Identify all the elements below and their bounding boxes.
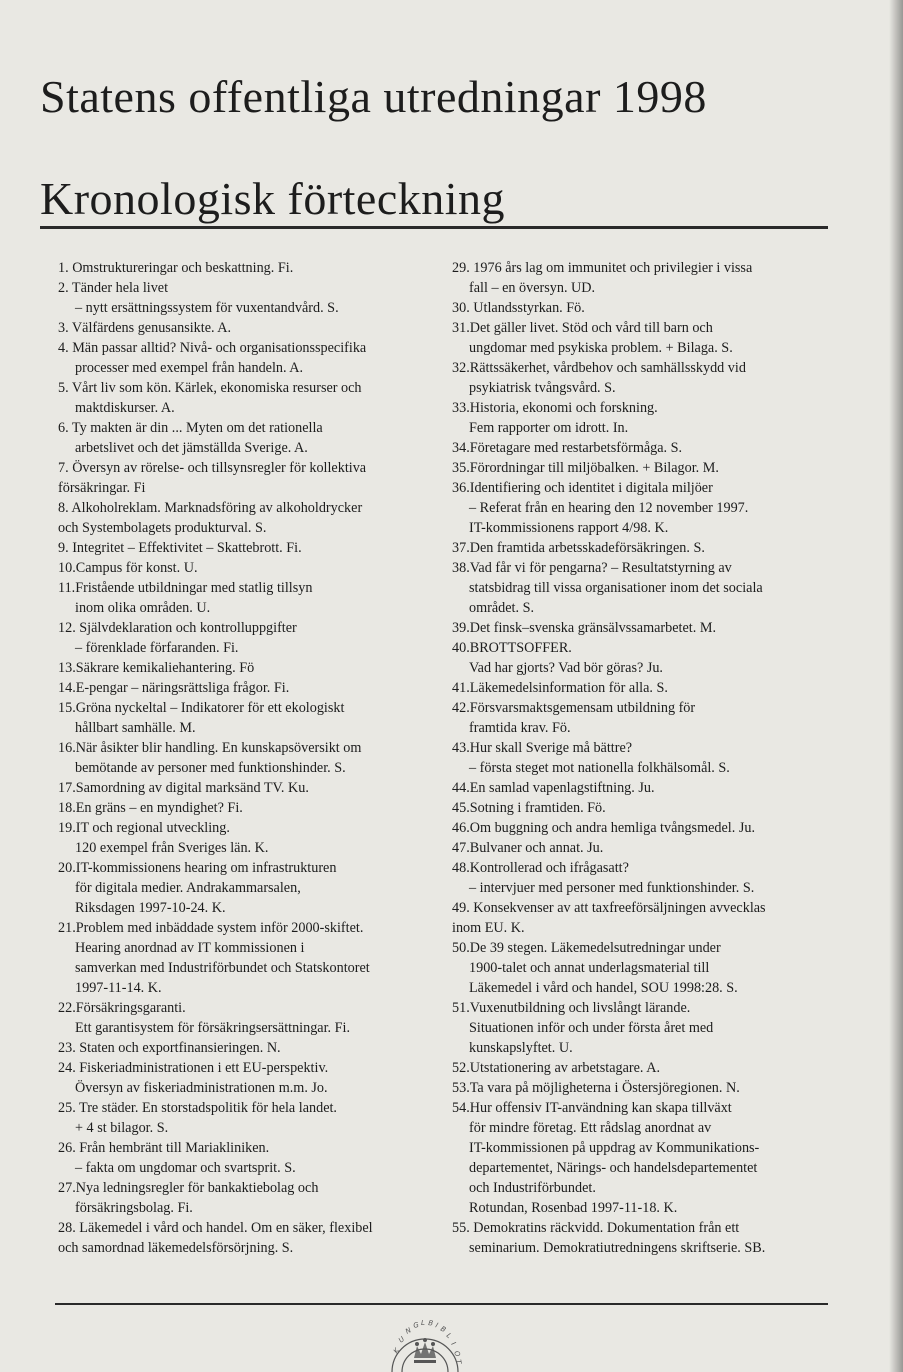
publication-entry [452,558,827,618]
crown-seal-icon [384,1308,466,1372]
entry-line: 1. Omstruktureringar och beskattning. Fi. [58,260,294,276]
entry-line: 14.E-pengar – näringsrättsliga frågor. Fi. [58,680,290,696]
publication-entry [58,278,433,318]
publication-entry [58,1038,433,1058]
entry-line: 120 exempel från Sveriges län. K. [75,840,269,856]
bottom-divider [55,1303,828,1305]
entry-line: 36.Identifiering och identitet i digitala miljöer [452,480,713,496]
publication-entry [58,778,433,798]
publication-entry [58,1218,433,1258]
publication-entry [452,1098,827,1218]
entry-line: 1997-11-14. K. [75,980,162,996]
entry-line: 29. 1976 års lag om immunitet och privilegier i vissa [452,260,753,276]
entry-line: 32.Rättssäkerhet, vårdbehov och samhällsskydd vid [452,360,746,376]
entry-line: 30. Utlandsstyrkan. Fö. [452,300,585,316]
entry-line: inom olika områden. U. [75,600,211,616]
svg-text:O: O [452,1349,462,1358]
entry-line: 49. Konsekvenser av att taxfreeförsäljningen avvecklas [452,900,766,916]
entry-line: 16.När åsikter blir handling. En kunskapsöversikt om [58,740,362,756]
entry-line: inom EU. K. [452,920,525,936]
publication-entry [58,1178,433,1218]
entry-line: 18.En gräns – en myndighet? Fi. [58,800,243,816]
entry-line: 2. Tänder hela livet [58,280,169,296]
publication-entry [58,798,433,818]
entry-line: 44.En samlad vapenlagstiftning. Ju. [452,780,655,796]
entry-line: – intervjuer med personer med funktionshinder. S. [469,880,755,896]
entry-line: – förenklade förfaranden. Fi. [75,640,239,656]
publication-entry [58,538,433,558]
entry-line: 27.Nya ledningsregler för bankaktiebolag och [58,1180,319,1196]
entry-line: psykiatrisk tvångsvård. S. [469,380,616,396]
entry-line: ungdomar med psykiska problem. + Bilaga. S. [469,340,733,356]
entry-line: 6. Ty makten är din ... Myten om det rationella [58,420,323,436]
publication-entry [58,498,433,538]
entry-line: försäkringsbolag. Fi. [75,1200,193,1216]
publication-entry [452,318,827,358]
entry-line: 35.Förordningar till miljöbalken. + Bilagor. M. [452,460,719,476]
entry-line: och Industriförbundet. [469,1180,596,1196]
entry-line: Vad har gjorts? Vad bör göras? Ju. [469,660,663,676]
entry-line: 40.BROTTSOFFER. [452,640,572,656]
svg-text:U: U [397,1335,407,1345]
entry-line: för digitala medier. Andrakammarsalen, [75,880,301,896]
publication-entry [452,778,827,798]
entry-line: 17.Samordning av digital marksänd TV. Ku. [58,780,309,796]
entry-line: Hearing anordnad av IT kommissionen i [75,940,305,956]
entry-line: – första steget mot nationella folkhälsomål. S. [469,760,730,776]
entry-line: 11.Fristående utbildningar med statlig tillsyn [58,580,313,596]
publication-entry [58,818,433,858]
entry-line: 48.Kontrollerad och ifrågasatt? [452,860,629,876]
entry-line: Situationen inför och under första året med [469,1020,714,1036]
entry-line: bemötande av personer med funktionshinder. S. [75,760,346,776]
svg-text:K: K [392,1346,402,1356]
right-column-list [452,258,827,1258]
entry-line: 3. Välfärdens genusansikte. A. [58,320,232,336]
svg-text:G: G [412,1320,420,1330]
entry-line: – fakta om ungdomar och svartsprit. S. [75,1160,296,1176]
publication-entry [452,998,827,1058]
publication-entry [452,698,827,738]
entry-line: Läkemedel i vård och handel, SOU 1998:28. S. [469,980,738,996]
publication-entry [58,338,433,378]
entry-line: 5. Vårt liv som kön. Kärlek, ekonomiska resurser och [58,380,362,396]
entry-line: 9. Integritet – Effektivitet – Skattebrott. Fi. [58,540,302,556]
publication-entry [58,678,433,698]
entry-line: maktdiskurser. A. [75,400,175,416]
entry-line: 22.Försäkringsgaranti. [58,1000,186,1016]
library-seal-stamp [384,1308,466,1372]
entry-line: kunskapslyftet. U. [469,1040,573,1056]
entry-line: 26. Från hembränt till Mariakliniken. [58,1140,270,1156]
entry-line: 28. Läkemedel i vård och handel. Om en säker, flexibel [58,1220,373,1236]
left-column-list [58,258,433,1258]
publication-entry [58,658,433,678]
entry-line: 4. Män passar alltid? Nivå- och organisationsspecifika [58,340,367,356]
publication-entry [452,458,827,478]
svg-text:B: B [439,1324,448,1335]
series-title: Statens offentliga utredningar 1998 [40,71,707,122]
publication-entry [58,1138,433,1178]
publication-entry [452,898,827,938]
entry-line: 42.Försvarsmaktsgemensam utbildning för [452,700,696,716]
entry-line: departementet, Närings- och handelsdepartementet [469,1160,758,1176]
entry-line: 45.Sotning i framtiden. Fö. [452,800,606,816]
publication-entry [58,738,433,778]
entry-line: 55. Demokratins räckvidd. Dokumentation från ett [452,1220,740,1236]
publication-entry [452,638,827,678]
entry-line: Översyn av fiskeriadministrationen m.m. Jo. [75,1080,328,1096]
entry-line: 31.Det gäller livet. Stöd och vård till barn och [452,320,713,336]
publication-entry [58,1058,433,1098]
publication-entry [58,698,433,738]
publication-entry [58,618,433,658]
entry-line: fall – en översyn. UD. [469,280,596,296]
publication-entry [452,818,827,838]
entry-line: arbetslivet och det jämställda Sverige. A. [75,440,308,456]
entry-line: 37.Den framtida arbetsskadeförsäkringen. S. [452,540,705,556]
publication-entry [58,258,433,278]
publication-entry [452,858,827,898]
top-divider [40,226,828,229]
publication-entry [58,998,433,1038]
entry-line: området. S. [469,600,535,616]
entry-line: 15.Gröna nyckeltal – Indikatorer för ett ekologiskt [58,700,345,716]
section-title: Kronologisk förteckning [40,173,506,224]
svg-text:N: N [404,1326,413,1336]
entry-line: – nytt ersättningssystem för vuxentandvård. S. [75,300,339,316]
svg-text:I: I [434,1321,440,1330]
entry-line: 38.Vad får vi för pengarna? – Resultatstyrning av [452,560,732,576]
entry-line: 13.Säkrare kemikaliehantering. Fö [58,660,255,676]
entry-line: och samordnad läkemedelsförsörjning. S. [58,1240,294,1256]
entry-line: 52.Utstationering av arbetstagare. A. [452,1060,661,1076]
entry-line: 7. Översyn av rörelse- och tillsynsregler för kollektiva [58,460,367,476]
publication-entry [58,1098,433,1138]
entry-line: 24. Fiskeriadministrationen i ett EU-perspektiv. [58,1060,329,1076]
svg-text:B: B [427,1319,434,1328]
entry-line: 33.Historia, ekonomi och forskning. [452,400,658,416]
entry-line: samverkan med Industriförbundet och Statskontoret [75,960,370,976]
svg-text:T: T [454,1358,463,1365]
publication-entry [58,858,433,918]
entry-line: 12. Självdeklaration och kontrolluppgifter [58,620,297,636]
entry-line: 21.Problem med inbäddade system inför 2000-skiftet. [58,920,364,936]
entry-line: 34.Företagare med restarbetsförmåga. S. [452,440,683,456]
entry-line: 10.Campus för konst. U. [58,560,198,576]
publication-entry [452,358,827,398]
entry-line: 1900-talet och annat underlagsmaterial till [469,960,710,976]
entry-line: 53.Ta vara på möjligheterna i Östersjöregionen. N. [452,1080,740,1096]
entry-line: 19.IT och regional utveckling. [58,820,230,836]
publication-entry [452,478,827,538]
entry-line: och Systembolagets produkturval. S. [58,520,267,536]
entry-line: statsbidrag till vissa organisationer inom det sociala [469,580,763,596]
entry-line: 43.Hur skall Sverige må bättre? [452,740,633,756]
publication-entry [452,938,827,998]
publication-entry [452,398,827,438]
publication-entry [452,438,827,458]
entry-line: 41.Läkemedelsinformation för alla. S. [452,680,668,696]
publication-entry [58,918,433,998]
entry-line: Riksdagen 1997-10-24. K. [75,900,226,916]
entry-line: hållbart samhälle. M. [75,720,196,736]
entry-line: processer med exempel från handeln. A. [75,360,304,376]
svg-text:I: I [449,1340,458,1347]
entry-line: försäkringar. Fi [58,480,146,496]
publication-entry [452,738,827,778]
publication-entry [452,798,827,818]
publication-entry [58,378,433,418]
entry-line: 20.IT-kommissionens hearing om infrastrukturen [58,860,337,876]
publication-entry [452,1058,827,1078]
publication-entry [452,1218,827,1258]
entry-line: – Referat från en hearing den 12 november 1997. [469,500,749,516]
entry-line: 25. Tre städer. En storstadspolitik för hela landet. [58,1100,337,1116]
entry-line: 39.Det finsk–svenska gränsälvssamarbetet. M. [452,620,716,636]
entry-line: Rotundan, Rosenbad 1997-11-18. K. [469,1200,678,1216]
publication-entry [58,418,433,458]
entry-line: 50.De 39 stegen. Läkemedelsutredningar under [452,940,721,956]
svg-text:L: L [444,1331,453,1341]
publication-entry [58,458,433,498]
entry-line: IT-kommissionen på uppdrag av Kommunikations- [469,1140,760,1156]
entry-line: 8. Alkoholreklam. Marknadsföring av alkoholdrycker [58,500,363,516]
svg-text:L: L [421,1319,425,1327]
entry-line: 23. Staten och exportfinansieringen. N. [58,1040,281,1056]
entry-line: för mindre företag. Ett rådslag anordnat av [469,1120,712,1136]
entry-line: 47.Bulvaner och annat. Ju. [452,840,604,856]
entry-line: seminarium. Demokratiutredningens skriftserie. SB. [469,1240,766,1256]
entry-line: Fem rapporter om idrott. In. [469,420,629,436]
entry-line: Ett garantisystem för försäkringsersättningar. Fi. [75,1020,351,1036]
publication-entry [58,558,433,578]
publication-entry [452,538,827,558]
publication-entry [452,298,827,318]
entry-line: 51.Vuxenutbildning och livslångt lärande. [452,1000,691,1016]
publication-entry [452,838,827,858]
publication-entry [452,1078,827,1098]
publication-entry [58,318,433,338]
publication-entry [452,618,827,638]
publication-entry [58,578,433,618]
entry-line: framtida krav. Fö. [469,720,571,736]
entry-line: + 4 st bilagor. S. [75,1120,169,1136]
publication-entry [452,678,827,698]
entry-line: 46.Om buggning och andra hemliga tvångsmedel. Ju. [452,820,756,836]
entry-line: IT-kommissionens rapport 4/98. K. [469,520,669,536]
publication-entry [452,258,827,298]
entry-line: 54.Hur offensiv IT-användning kan skapa tillväxt [452,1100,732,1116]
page-edge-shadow [889,0,903,1372]
